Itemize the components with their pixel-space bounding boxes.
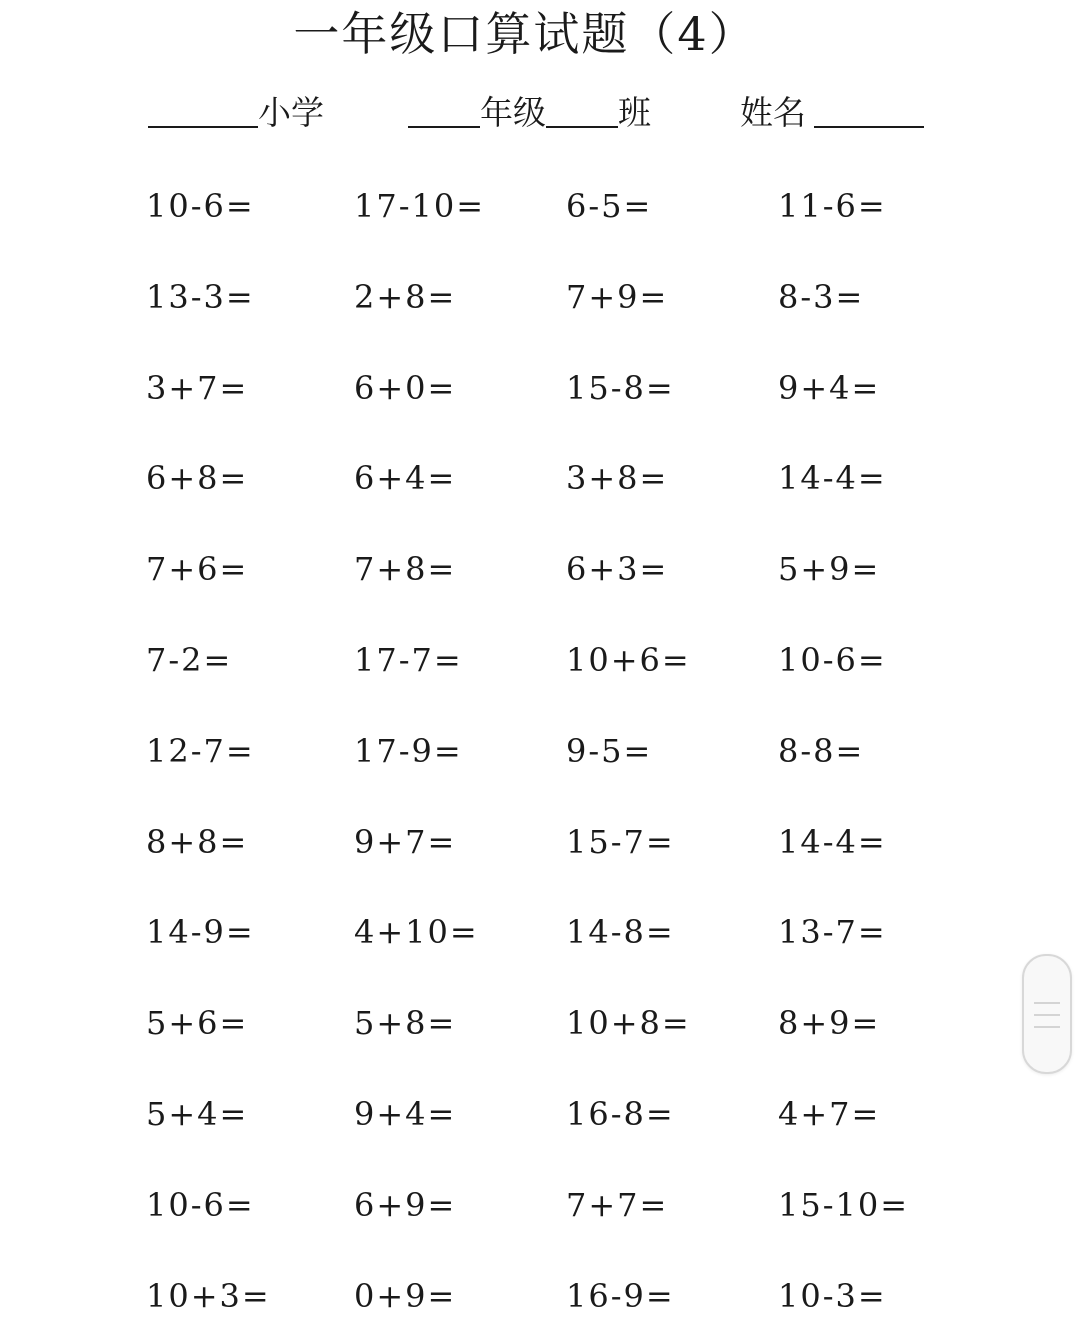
problem-item: 6+3=	[566, 550, 669, 588]
problem-item: 3+8=	[566, 459, 669, 497]
problem-item: 9-5=	[566, 732, 653, 770]
problem-item: 7+9=	[566, 278, 669, 316]
problem-item: 10-3=	[778, 1277, 887, 1315]
problem-item: 6+4=	[354, 459, 457, 497]
problem-item: 7-2=	[146, 641, 233, 679]
problem-item: 6-5=	[566, 187, 653, 225]
problem-item: 13-7=	[778, 913, 887, 951]
problem-item: 6+0=	[354, 369, 457, 407]
problem-item: 14-4=	[778, 823, 887, 861]
problem-item: 4+7=	[778, 1095, 881, 1133]
problem-item: 7+8=	[354, 550, 457, 588]
page-title: 一年级口算试题（4）	[293, 7, 757, 61]
problem-item: 6+8=	[146, 459, 249, 497]
problem-item: 8+9=	[778, 1004, 881, 1042]
problem-item: 0+9=	[354, 1277, 457, 1315]
problem-item: 14-9=	[146, 913, 255, 951]
problem-item: 10+6=	[566, 641, 691, 679]
problem-item: 15-10=	[778, 1186, 910, 1224]
problem-item: 10+8=	[566, 1004, 691, 1042]
problem-item: 8-3=	[778, 278, 865, 316]
problem-item: 3+7=	[146, 369, 249, 407]
problem-item: 9+4=	[354, 1095, 457, 1133]
problem-item: 6+9=	[354, 1186, 457, 1224]
problem-item: 5+9=	[778, 550, 881, 588]
problem-item: 10-6=	[146, 187, 255, 225]
problem-item: 8+8=	[146, 823, 249, 861]
name-label: 姓名	[740, 93, 806, 132]
problem-item: 17-9=	[354, 732, 463, 770]
problem-item: 2+8=	[354, 278, 457, 316]
grade-label: 年级	[480, 93, 546, 132]
problem-item: 4+10=	[354, 913, 479, 951]
problem-item: 10-6=	[146, 1186, 255, 1224]
school-label: 小学	[258, 93, 324, 132]
problem-item: 16-9=	[566, 1277, 675, 1315]
problem-item: 9+7=	[354, 823, 457, 861]
scroll-handle-icon[interactable]	[1022, 954, 1072, 1074]
problem-item: 10-6=	[778, 641, 887, 679]
problem-item: 9+4=	[778, 369, 881, 407]
problem-item: 12-7=	[146, 732, 255, 770]
problem-item: 5+8=	[354, 1004, 457, 1042]
problem-item: 14-8=	[566, 913, 675, 951]
problem-item: 17-10=	[354, 187, 486, 225]
grip-line-icon	[1034, 1026, 1060, 1028]
problem-item: 13-3=	[146, 278, 255, 316]
grip-line-icon	[1034, 1014, 1060, 1016]
problem-item: 15-7=	[566, 823, 675, 861]
grip-line-icon	[1034, 1002, 1060, 1004]
problem-item: 11-6=	[778, 187, 887, 225]
problem-item: 15-8=	[566, 369, 675, 407]
problem-item: 10+3=	[146, 1277, 271, 1315]
problem-item: 5+6=	[146, 1004, 249, 1042]
problem-item: 7+7=	[566, 1186, 669, 1224]
problem-item: 16-8=	[566, 1095, 675, 1133]
problem-item: 7+6=	[146, 550, 249, 588]
problem-item: 8-8=	[778, 732, 865, 770]
problem-item: 14-4=	[778, 459, 887, 497]
problem-item: 5+4=	[146, 1095, 249, 1133]
problem-item: 17-7=	[354, 641, 463, 679]
class-label: 班	[618, 93, 651, 132]
